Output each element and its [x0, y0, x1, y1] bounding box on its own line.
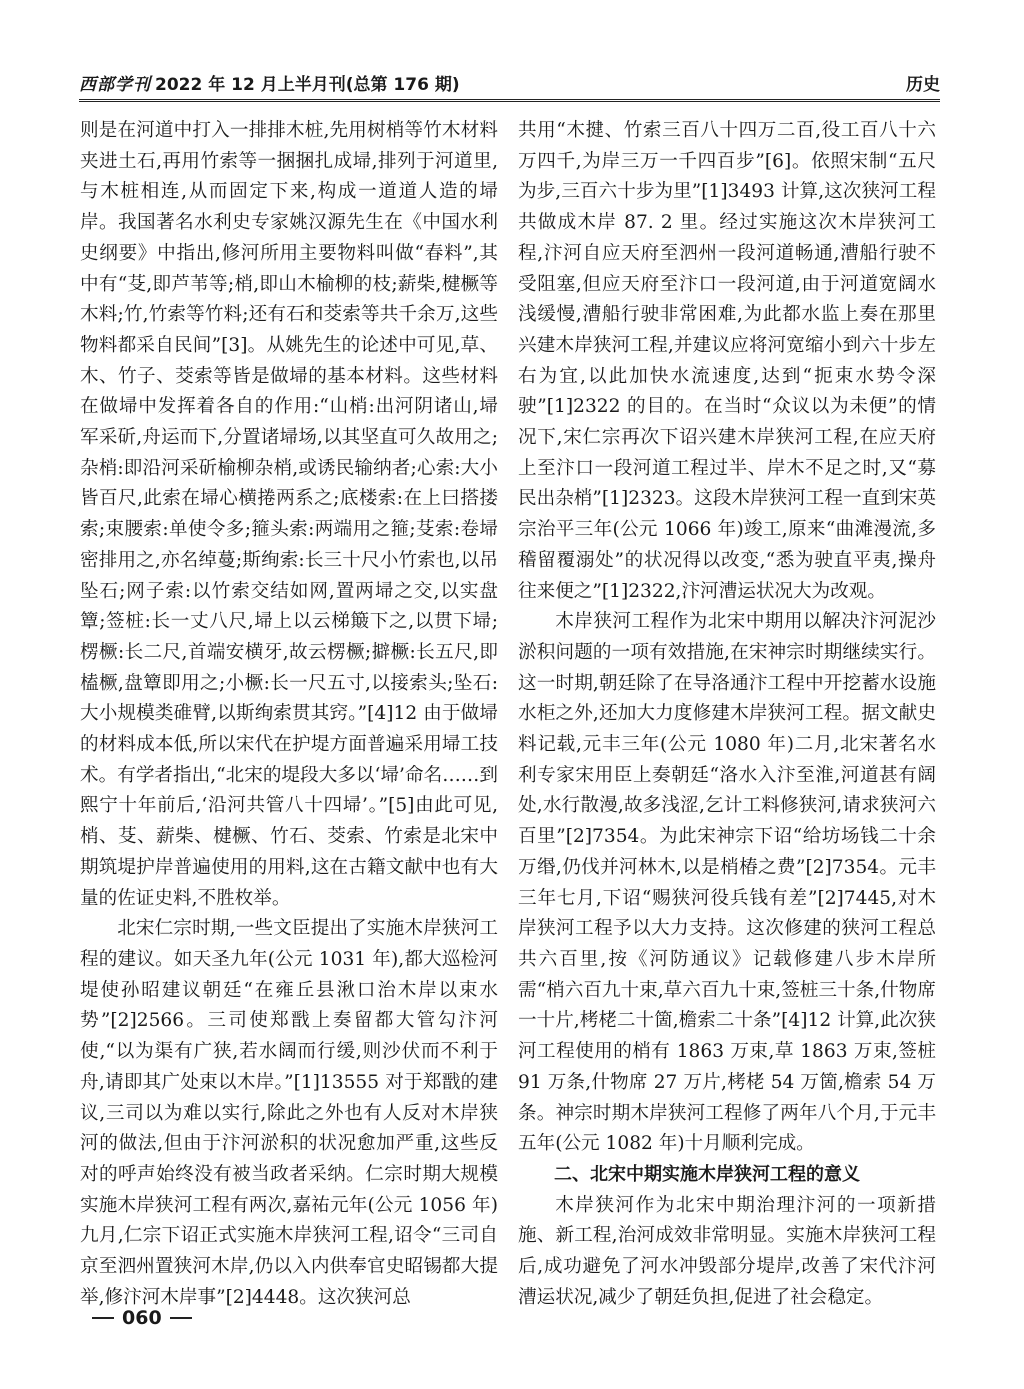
body-paragraph: 木岸狭河作为北宋中期治理汴河的一项新措施、新工程,治河成效非常明显。实施木岸狭河工程后,成功避免了河水冲毁部分堤岸,改善了宋代汴河漕运状况,减少了朝廷负担,促进了社会稳定。 [518, 1194, 936, 1308]
body-paragraph: 则是在河道中打入一排排木桩,先用树梢等竹木材料夹进土石,再用竹索等一捆捆扎成埽,排列于河道里,与木桩相连,从而固定下来,构成一道道人造的埽岸。我国著名水利史专家姚汉源先生在《中国水利史纲要》中指出,修河所用主要物料叫做“春料”,其中有“芟,即芦苇等;梢,即山木榆柳的枝;薪柴,楗橛等木料;竹,竹索等竹料;还有石和茭索等共千余万,这些物料都采自民间”[3]。从姚先生的论述中可见,草、木、竹子、茭索等皆是做埽的基本材料。这些材料在做埽中发挥着各自的作用:“山梢:出河阴诸山,埽军采斫,舟运而下,分置诸埽场,以其坚直可久故用之;杂梢:即沿河采斫榆柳杂梢,或诱民输纳者;心索:大小皆百尺,此索在埽心横捲两系之;底楼索:在上曰搭搂索;束腰索:单使令多;箍头索:两端用之箍;芟索:卷埽密排用之,亦名绰蔓;斯绚索:长三十尺小竹索也,以吊坠石;网子索:以竹索交结如网,置两埽之交,以实盘簟;签桩:长一丈八尺,埽上以云梯簸下之,以贯下埽;楞橛:长二尺,首端安横牙,故云楞橛;擗橛:长五尺,即榼橛,盘簟即用之;小橛:长一尺五寸,以接索头;坠石:大小规模类碓臂,以斯绚索贯其窍。”[4]12 由于做埽的材料成本低,所以宋代在护堤方面普遍采用埽工技术。有学者指出,“北宋的堤段大多以‘埽’命名……到熙宁十年前后,‘沿河共管八十四埽’。”[5]由此可见,梢、芟、薪柴、楗橛、竹石、茭索、竹索是北宋中期筑堤护岸普遍使用的用料,这在古籍文献中也有大量的佐证史料,不胜枚举。 [80, 120, 498, 909]
body-paragraph: 木岸狭河工程作为北宋中期用以解决汴河泥沙淤积问题的一项有效措施,在宋神宗时期继续实行。这一时期,朝廷除了在导洛通汴工程中开挖蓄水设施水柜之外,还加大力度修建木岸狭河工程。据文献史料记载,元丰三年(公元 1080 年)二月,北宋著名水利专家宋用臣上奏朝廷“洛水入汴至淮,河道甚有阔处,水行散漫,故多浅涩,乞计工料修狭河,请求狭河六百里”[2]7354。为此宋神宗下诏“给坊场钱二十余万缗,仍伐并河林木,以是梢椿之费”[2]7354。元丰三年七月,下诏“赐狭河役兵钱有差”[2]7445,对木岸狭河工程予以大力支持。这次修建的狭河工程总共六百里,按《河防通议》记载修建八步木岸所需“梢六百九十束,草六百九十束,签桩三十条,什物席一十片,栲栳二十箇,檐索二十条”[4]12 计算,此次狭河工程使用的梢有 1863 万束,草 1863 万束,签桩 91 万条,什物席 27 万片,栲栳 54 万箇,檐索 54 万条。神宗时期木岸狭河工程修了两年八个月,于元丰五年(公元 1082 年)十月顺利完成。 [518, 611, 936, 1155]
journal-logo: 西部学刊 [79, 75, 151, 95]
page-footer [92, 1307, 192, 1329]
running-header [79, 68, 940, 102]
body-paragraph: 北宋仁宗时期,一些文臣提出了实施木岸狭河工程的建议。如天圣九年(公元 1031 年),都大巡检河堤使孙昭建议朝廷“在雍丘县湫口治木岸以束水势”[2]2566。三司使郑戬上奏留都大管勾汴河使,“以为渠有广狭,若水阔而行缓,则沙伏而不利于舟,请即其广处束以木岸。”[1]13555 对于郑戬的建议,三司以为难以实行,除此之外也有人反对木岸狭河的做法,但由于汴河淤积的状况愈加严重,这些反对的呼声始终没有被当政者采纳。仁宗时期大规模实施木岸狭河工程有两次,嘉祐元年(公元 1056 年)九月,仁宗下诏正式实施木岸狭河工程,诏令“三司自京至泗州置狭河木岸,仍以入内供奉官史昭锡都大提举,修汴河木岸事”[2]4448。这次狭河总 [80, 918, 498, 1308]
left-column [80, 116, 498, 1313]
dash-left [92, 1317, 114, 1319]
section-heading: 二、北宋中期实施木岸狭河工程的意义 [554, 1163, 860, 1185]
page-number: 060 [122, 1307, 162, 1329]
body-paragraph: 共用“木揵、竹索三百八十四万二百,役工百八十六万四千,为岸三万一千四百步”[6]。依照宋制“五尺为步,三百六十步为里”[1]3493 计算,这次狭河工程共做成木岸 87. 2 里。经过实施这次木岸狭河工程,汴河自应天府至泗州一段河道畅通,漕船行驶不受阻塞,但应天府至汴口一段河道,由于河道宽阔水浅缓慢,漕船行驶非常困难,为此都水监上奏在那里兴建木岸狭河工程,并建议应将河宽缩小到六十步左右为宜,以此加快水流速度,达到“扼束水势令深驶”[1]2322 的目的。在当时“众议以为未便”的情况下,宋仁宗再次下诏兴建木岸狭河工程,在应天府上至汴口一段河道工程过半、岸木不足之时,又“募民出杂梢”[1]2323。这段木岸狭河工程一直到宋英宗治平三年(公元 1066 年)竣工,原来“曲滩漫流,多稽留覆溺处”的状况得以改变,“悉为驶直平夷,操舟往来便之”[1]2322,汴河漕运状况大为改观。 [518, 120, 936, 602]
right-column [518, 116, 936, 1313]
issue-info: 2022 年 12 月上半月刊(总第 176 期) [155, 75, 460, 95]
section-label: 历史 [906, 75, 940, 95]
header-left [79, 70, 460, 95]
dash-right [170, 1317, 192, 1319]
